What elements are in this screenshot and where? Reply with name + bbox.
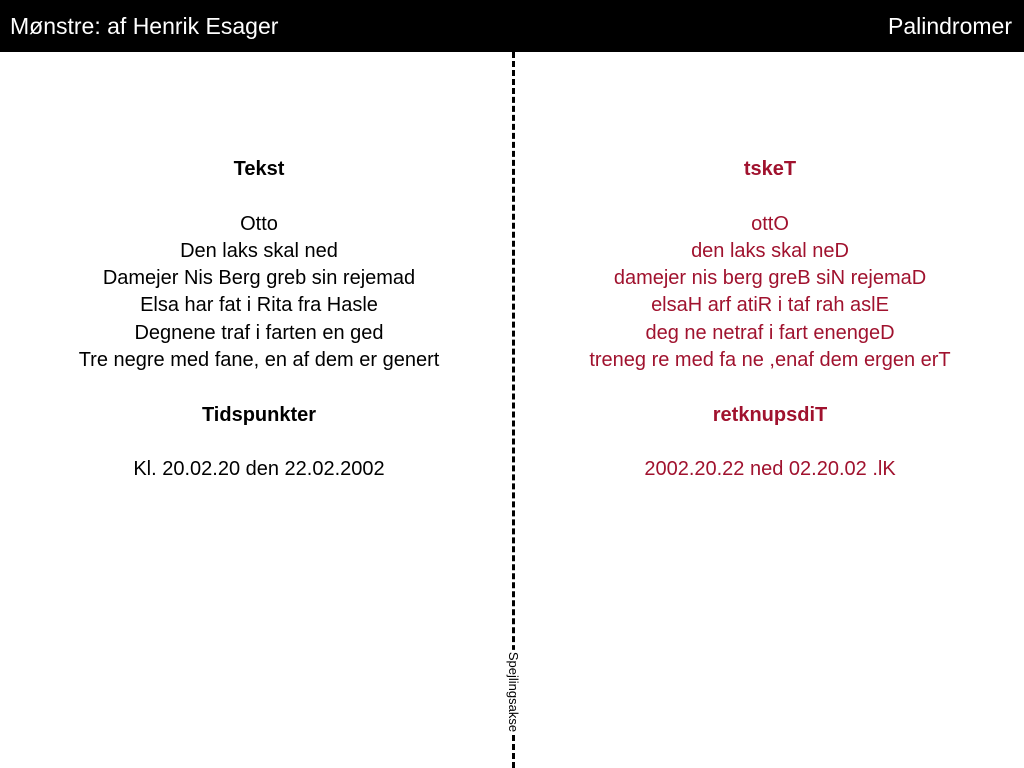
mirrored-time-line: 2002.20.22 ned 02.20.02 .lK	[644, 458, 896, 481]
mirrored-time-heading: retknupsdiT	[712, 403, 828, 426]
mirrored-text-line: elsaH arf atiR i taf rah aslE	[651, 294, 889, 317]
text-line: Elsa har fat i Rita fra Hasle	[140, 294, 378, 317]
mirrored-text-line: deg ne netraf i fart enengeD	[645, 321, 895, 344]
mirrored-text-line: ottO	[751, 212, 789, 235]
slide-topic: Palindromer	[888, 12, 1012, 39]
time-line: Kl. 20.02.20 den 22.02.2002	[133, 458, 385, 481]
header-bar	[0, 0, 1024, 52]
mirrored-text-line: den laks skal neD	[691, 239, 849, 262]
text-line: Tre negre med fane, en af dem er genert	[78, 349, 440, 372]
text-line: Otto	[240, 212, 278, 235]
text-line: Damejer Nis Berg greb sin rejemad	[102, 267, 416, 290]
slide-title: Mønstre: af Henrik Esager	[10, 12, 279, 39]
mirrored-text-column	[540, 156, 1000, 484]
text-line: Degnene traf i farten en ged	[134, 321, 384, 344]
mirrored-text-line: damejer nis berg greB siN rejemaD	[613, 267, 927, 290]
time-heading: Tidspunkter	[201, 403, 317, 426]
mirrored-text-line: treneg re med fa ne ,enaf dem ergen erT	[589, 349, 951, 372]
mirrored-text-heading: tskeT	[743, 158, 797, 180]
original-text-column	[30, 156, 488, 484]
text-heading: Tekst	[233, 158, 285, 180]
mirror-axis-label: Spejlingsakse	[506, 651, 521, 733]
text-line: Den laks skal ned	[180, 239, 338, 262]
